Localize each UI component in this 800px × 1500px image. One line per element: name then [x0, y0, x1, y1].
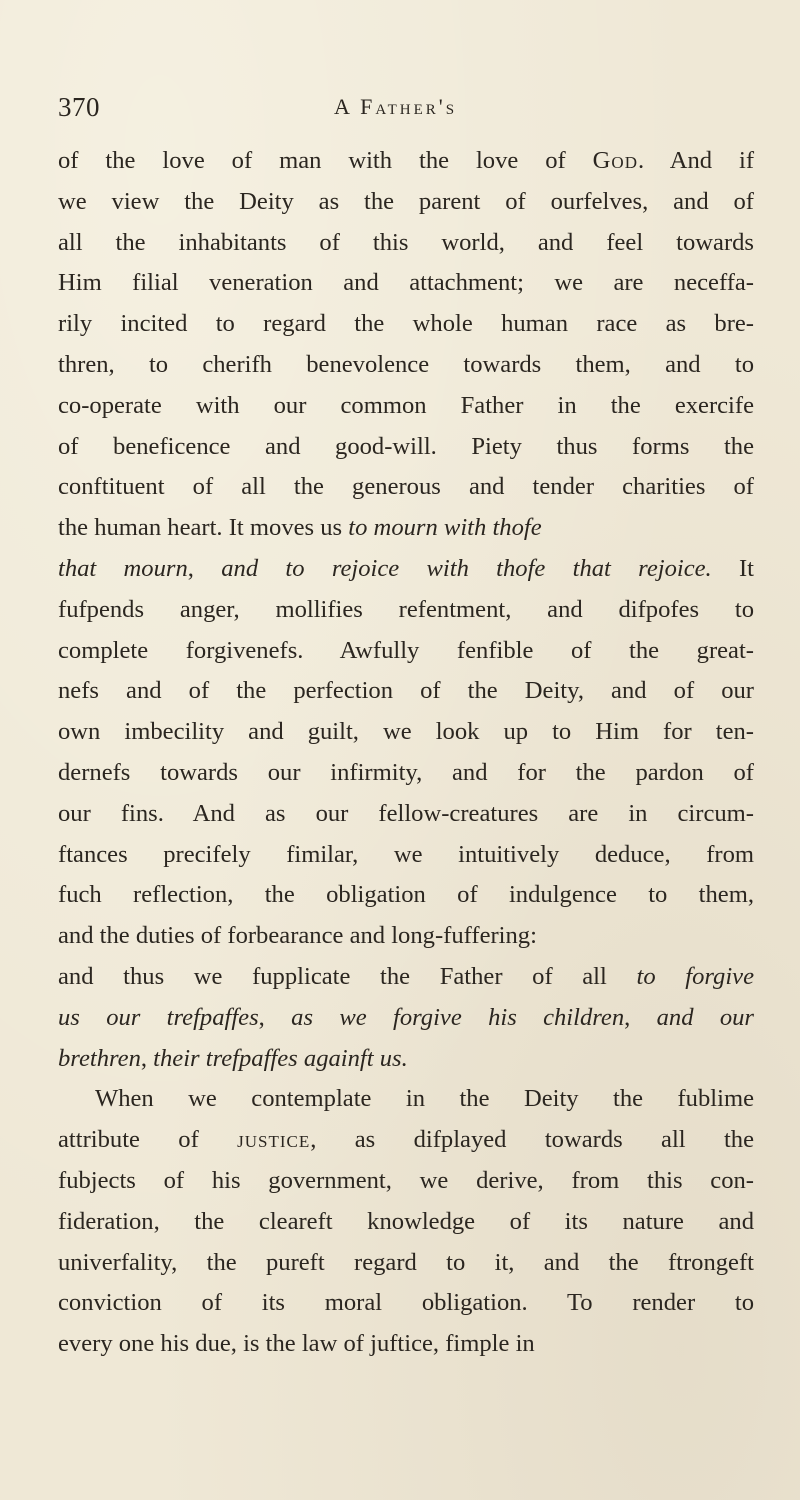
text-line: [58, 386, 754, 427]
text-run: of the love of man with the love of: [58, 147, 593, 174]
text-line: [58, 427, 754, 468]
page-number: 370: [58, 92, 100, 122]
text-run: conftituent of all the generous and tender charities of: [58, 473, 754, 501]
text-run: every one his due, is the law of juftice, fimple in: [58, 1330, 535, 1358]
text-run: fideration, the cleareft knowledge of its nature and: [58, 1207, 754, 1235]
text-line: [58, 467, 754, 508]
text-line: [58, 590, 754, 631]
italic-text: and to rejoice with thofe that rejoice.: [221, 554, 712, 582]
text-line: [58, 794, 754, 835]
text-run: of beneficence and good-will. Piety thus forms the: [58, 432, 754, 460]
small-caps-text: justice: [237, 1126, 311, 1154]
text-run: univerfality, the pureft regard to it, and the ftrongeft: [58, 1248, 754, 1276]
text-line: [58, 1161, 754, 1202]
text-line: [58, 1079, 754, 1120]
italic-text: us our trefpaffes: [58, 1003, 259, 1031]
text-run: , as difplayed towards all the: [310, 1126, 755, 1154]
text-run: rily incited to regard the whole human race as bre-: [58, 310, 754, 338]
text-line: [58, 998, 754, 1039]
text-run: ,: [187, 554, 222, 582]
text-run: ftances precifely fimilar, we intuitively deduce, from: [58, 840, 754, 868]
text-line: [58, 304, 754, 345]
text-line: [58, 875, 754, 916]
text-run: complete forgivenefs. Awfully fenfible of the great-: [58, 636, 754, 664]
text-run: dernefs towards our infirmity, and for the pardon of: [58, 758, 754, 786]
text-line: [58, 631, 754, 672]
italic-text: and our: [656, 1003, 755, 1031]
text-line: [58, 549, 754, 590]
text-line: [58, 957, 754, 998]
text-run: fubjects of his government, we derive, from this con-: [58, 1166, 754, 1194]
text-line: [58, 1039, 754, 1080]
text-line: [58, 141, 754, 182]
text-run: conviction of its moral obligation. To render to: [58, 1289, 754, 1317]
italic-text: as we forgive his children: [291, 1003, 625, 1031]
text-run: own imbecility and guilt, we look up to Him for ten-: [58, 718, 754, 746]
text-run: co-operate with our common Father in the exercife: [58, 391, 754, 419]
text-line: [58, 916, 754, 957]
text-run: It: [711, 554, 755, 582]
text-line: [58, 182, 754, 223]
text-run: ,: [140, 1044, 154, 1072]
italic-text: to forgive: [636, 962, 754, 990]
text-run: . And if: [637, 147, 755, 174]
text-line: [58, 712, 754, 753]
text-run: the human heart. It moves us: [58, 514, 349, 542]
text-run: we view the Deity as the parent of ourfelves, and of: [58, 187, 754, 215]
italic-text: brethren: [58, 1044, 141, 1072]
italic-text: to mourn with thofe: [348, 514, 542, 542]
text-run: fufpends anger, mollifies refentment, and difpofes to: [58, 595, 754, 623]
text-line: [58, 1324, 754, 1365]
body-text: [58, 141, 754, 1365]
running-head: [58, 92, 760, 132]
running-title: A Father's: [334, 94, 458, 119]
text-run: ,: [258, 1003, 292, 1031]
text-line: [58, 263, 754, 304]
text-run: and the duties of forbearance and long-fuffering:: [58, 922, 537, 950]
text-line: [58, 835, 754, 876]
text-run: all the inhabitants of this world, and feel towards: [58, 228, 754, 256]
text-run: When we contemplate in the Deity the fublime: [95, 1085, 754, 1113]
text-run: attribute of: [58, 1126, 238, 1154]
text-line: [58, 753, 754, 794]
text-line: [58, 1243, 754, 1284]
italic-text: that mourn: [58, 554, 188, 582]
text-line: [58, 223, 754, 264]
text-line: [58, 1120, 754, 1161]
text-line: [58, 1202, 754, 1243]
text-line: [58, 671, 754, 712]
text-line: [58, 345, 754, 386]
text-line: [58, 508, 754, 549]
text-run: fuch reflection, the obligation of indulgence to them,: [58, 881, 754, 909]
text-run: nefs and of the perfection of the Deity, and of our: [58, 677, 754, 705]
text-run: Him filial veneration and attachment; we are neceffa-: [58, 269, 754, 297]
text-run: ,: [624, 1003, 657, 1031]
text-run: and thus we fupplicate the Father of all: [58, 962, 637, 990]
text-line: [58, 1283, 754, 1324]
text-run: our fins. And as our fellow-creatures are in circum-: [58, 799, 754, 827]
text-run: thren, to cherifh benevolence towards them, and to: [58, 350, 754, 378]
small-caps-text: God: [592, 147, 638, 174]
italic-text: their trefpaffes againft us.: [153, 1044, 408, 1072]
